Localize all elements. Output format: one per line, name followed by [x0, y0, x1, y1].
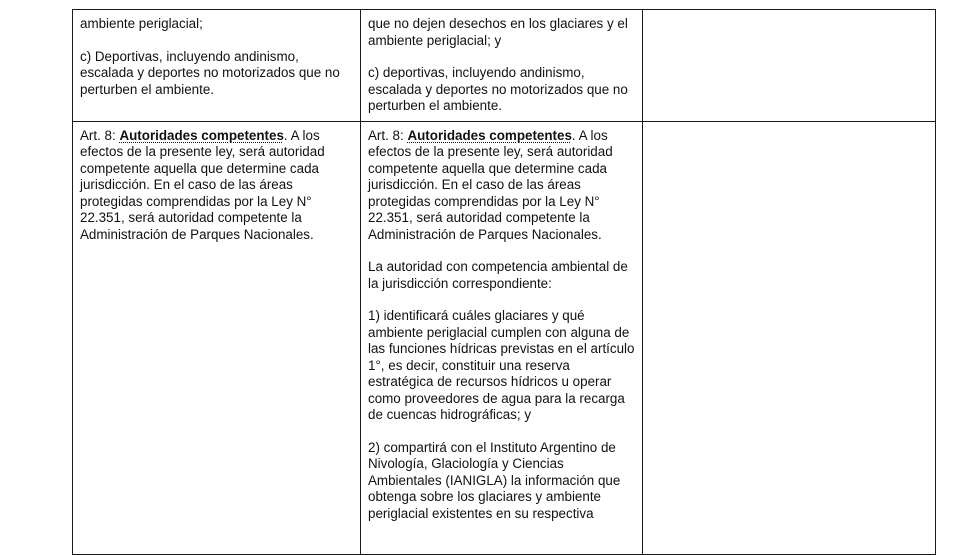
cell-paragraph: La autoridad con competencia ambiental de la jurisdicción correspondiente:: [368, 259, 628, 291]
table-row: [73, 121, 936, 554]
paragraph-gap: [368, 49, 635, 65]
article-prefix: Art. 8:: [368, 127, 408, 143]
article-text: . A los efectos de la presente ley, será autoridad competente aquella que determine cada jurisdicción. En el caso de las áreas protegidas comprendidas por la Ley N° 22.351, será autoridad competente la Administración de Parques Nacionales.: [368, 127, 613, 242]
article-title: Autoridades competentes: [119, 127, 284, 143]
cell-paragraph: ambiente periglacial;: [80, 16, 203, 31]
cell-paragraph: 1) identificará cuáles glaciares y qué ambiente periglacial cumplen con alguna de las funciones hídricas previstas en el artículo 1°, es decir, constituir una reserva estratégica de recursos hídricos u operar como proveedores de agua para la recarga de cuencas hidrográficas; y: [368, 308, 635, 422]
table-row: [73, 10, 936, 122]
article-paragraph: [368, 128, 635, 244]
article-title: Autoridades competentes: [407, 127, 572, 143]
article-prefix: Art. 8:: [80, 127, 120, 143]
paragraph-gap: [80, 33, 353, 49]
table-cell-col2: [361, 10, 643, 122]
table-cell-col3: [643, 10, 936, 122]
table-cell-col1: [73, 10, 361, 122]
table-cell-col1: [73, 121, 361, 554]
article-paragraph: [80, 128, 353, 244]
comparison-table: [72, 9, 936, 555]
paragraph-gap: [368, 292, 635, 308]
article-text: . A los efectos de la presente ley, será autoridad competente aquella que determine cada jurisdicción. En el caso de las áreas protegidas comprendidas por la Ley N° 22.351, será autoridad competente la Administración de Parques Nacionales.: [80, 127, 325, 242]
paragraph-gap: [368, 424, 635, 440]
paragraph-gap: [368, 243, 635, 259]
table-cell-col3: [643, 121, 936, 554]
cell-paragraph: que no dejen desechos en los glaciares y el ambiente periglacial; y: [368, 16, 628, 48]
cell-paragraph: c) Deportivas, incluyendo andinismo, escalada y deportes no motorizados que no perturben el ambiente.: [80, 48, 340, 97]
table-cell-col2: [361, 121, 643, 554]
cell-paragraph: 2) compartirá con el Instituto Argentino de Nivología, Glaciología y Ciencias Ambientales (IANIGLA) la información que obtenga sobre los glaciares y ambiente periglacial existentes en su respectiva: [368, 439, 621, 521]
cell-paragraph: c) deportivas, incluyendo andinismo, escalada y deportes no motorizados que no perturben el ambiente.: [368, 65, 628, 113]
